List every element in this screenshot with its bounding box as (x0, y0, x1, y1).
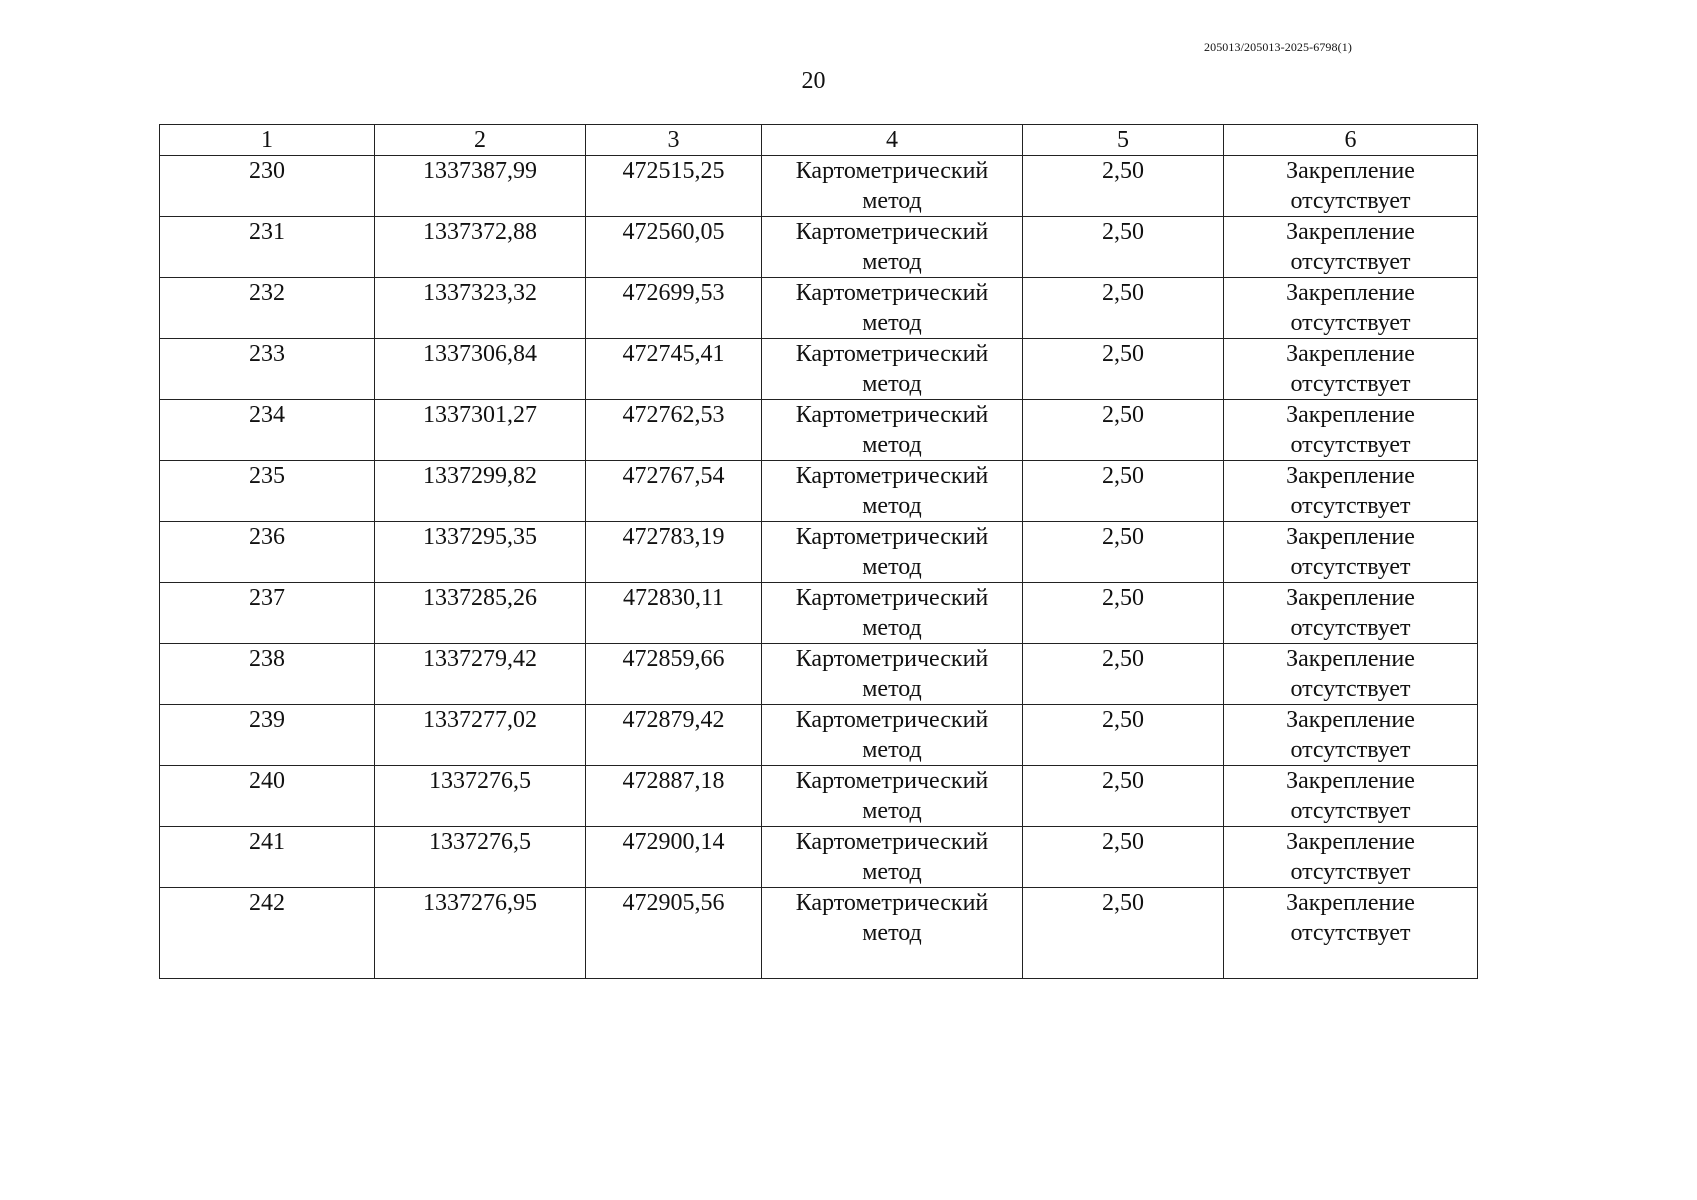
table-row (160, 156, 1478, 217)
fixing-cell (1224, 339, 1478, 400)
coordinates-table (159, 124, 1478, 979)
accuracy-cell: 2,50 (1023, 766, 1224, 827)
table-row (160, 278, 1478, 339)
method-text-line: метод (862, 798, 922, 824)
method-text-line: Картометрический (795, 158, 989, 184)
y-coordinate-cell: 472767,54 (586, 461, 762, 522)
fixing-text-line: отсутствует (1290, 798, 1411, 824)
fixing-text-line: Закрепление (1286, 829, 1415, 855)
fixing-text-line: Закрепление (1286, 219, 1415, 245)
method-text-line: Картометрический (795, 341, 989, 367)
fixing-cell (1224, 644, 1478, 705)
fixing-cell (1224, 583, 1478, 644)
page-number: 20 (801, 68, 826, 94)
header-cell-4: 4 (762, 125, 1023, 156)
method-text-line: Картометрический (795, 707, 989, 733)
method-cell (762, 827, 1023, 888)
method-cell (762, 400, 1023, 461)
fixing-text-line: отсутствует (1290, 432, 1411, 458)
table-row (160, 827, 1478, 888)
x-coordinate-cell: 1337276,5 (375, 766, 586, 827)
y-coordinate-cell: 472905,56 (586, 888, 762, 979)
header-cell-5: 5 (1023, 125, 1224, 156)
fixing-text-line: Закрепление (1286, 280, 1415, 306)
method-text-line: метод (862, 371, 922, 397)
method-text-line: Картометрический (795, 524, 989, 550)
accuracy-cell: 2,50 (1023, 400, 1224, 461)
method-text-line: Картометрический (795, 585, 989, 611)
accuracy-cell: 2,50 (1023, 278, 1224, 339)
method-text-line: метод (862, 920, 922, 946)
y-coordinate-cell: 472515,25 (586, 156, 762, 217)
method-cell (762, 461, 1023, 522)
point-number-cell: 236 (160, 522, 375, 583)
x-coordinate-cell: 1337387,99 (375, 156, 586, 217)
point-number-cell: 231 (160, 217, 375, 278)
point-number-cell: 234 (160, 400, 375, 461)
y-coordinate-cell: 472900,14 (586, 827, 762, 888)
fixing-text-line: отсутствует (1290, 859, 1411, 885)
method-text-line: Картометрический (795, 402, 989, 428)
point-number-cell: 230 (160, 156, 375, 217)
fixing-text-line: Закрепление (1286, 585, 1415, 611)
method-text-line: метод (862, 249, 922, 275)
fixing-text-line: Закрепление (1286, 524, 1415, 550)
method-text-line: метод (862, 737, 922, 763)
fixing-text-line: отсутствует (1290, 737, 1411, 763)
x-coordinate-cell: 1337276,95 (375, 888, 586, 979)
y-coordinate-cell: 472830,11 (586, 583, 762, 644)
x-coordinate-cell: 1337277,02 (375, 705, 586, 766)
header-cell-3: 3 (586, 125, 762, 156)
method-cell (762, 278, 1023, 339)
table-row (160, 339, 1478, 400)
point-number-cell: 239 (160, 705, 375, 766)
method-text-line: метод (862, 493, 922, 519)
x-coordinate-cell: 1337285,26 (375, 583, 586, 644)
method-text-line: Картометрический (795, 280, 989, 306)
fixing-text-line: отсутствует (1290, 920, 1411, 946)
y-coordinate-cell: 472859,66 (586, 644, 762, 705)
y-coordinate-cell: 472762,53 (586, 400, 762, 461)
point-number-cell: 238 (160, 644, 375, 705)
accuracy-cell: 2,50 (1023, 156, 1224, 217)
method-text-line: Картометрический (795, 829, 989, 855)
table-row (160, 705, 1478, 766)
method-text-line: метод (862, 859, 922, 885)
accuracy-cell: 2,50 (1023, 217, 1224, 278)
point-number-cell: 237 (160, 583, 375, 644)
accuracy-cell: 2,50 (1023, 461, 1224, 522)
fixing-text-line: отсутствует (1290, 676, 1411, 702)
table-header-row (160, 125, 1478, 156)
method-text-line: Картометрический (795, 768, 989, 794)
method-cell (762, 156, 1023, 217)
fixing-text-line: Закрепление (1286, 341, 1415, 367)
fixing-text-line: Закрепление (1286, 890, 1415, 916)
accuracy-cell: 2,50 (1023, 522, 1224, 583)
method-text-line: метод (862, 554, 922, 580)
method-cell (762, 644, 1023, 705)
fixing-text-line: Закрепление (1286, 158, 1415, 184)
method-text-line: Картометрический (795, 219, 989, 245)
table-row (160, 217, 1478, 278)
accuracy-cell: 2,50 (1023, 705, 1224, 766)
document-number: 205013/205013-2025-6798(1) (1204, 40, 1352, 54)
x-coordinate-cell: 1337306,84 (375, 339, 586, 400)
fixing-text-line: отсутствует (1290, 371, 1411, 397)
accuracy-cell: 2,50 (1023, 827, 1224, 888)
accuracy-cell: 2,50 (1023, 888, 1224, 979)
fixing-text-line: Закрепление (1286, 707, 1415, 733)
point-number-cell: 232 (160, 278, 375, 339)
method-text-line: метод (862, 188, 922, 214)
method-text-line: метод (862, 615, 922, 641)
fixing-cell (1224, 766, 1478, 827)
fixing-cell (1224, 217, 1478, 278)
method-cell (762, 217, 1023, 278)
y-coordinate-cell: 472699,53 (586, 278, 762, 339)
fixing-cell (1224, 522, 1478, 583)
table-row (160, 888, 1478, 979)
point-number-cell: 235 (160, 461, 375, 522)
table-row (160, 461, 1478, 522)
method-cell (762, 705, 1023, 766)
accuracy-cell: 2,50 (1023, 339, 1224, 400)
method-cell (762, 522, 1023, 583)
method-cell (762, 583, 1023, 644)
table-row (160, 644, 1478, 705)
fixing-text-line: Закрепление (1286, 646, 1415, 672)
fixing-text-line: отсутствует (1290, 554, 1411, 580)
method-cell (762, 766, 1023, 827)
fixing-text-line: Закрепление (1286, 768, 1415, 794)
method-text-line: Картометрический (795, 463, 989, 489)
fixing-cell (1224, 400, 1478, 461)
header-cell-1: 1 (160, 125, 375, 156)
method-cell (762, 888, 1023, 979)
fixing-cell (1224, 156, 1478, 217)
fixing-cell (1224, 278, 1478, 339)
y-coordinate-cell: 472783,19 (586, 522, 762, 583)
table-row (160, 766, 1478, 827)
fixing-cell (1224, 461, 1478, 522)
method-text-line: метод (862, 676, 922, 702)
x-coordinate-cell: 1337276,5 (375, 827, 586, 888)
method-text-line: метод (862, 432, 922, 458)
accuracy-cell: 2,50 (1023, 644, 1224, 705)
point-number-cell: 241 (160, 827, 375, 888)
fixing-text-line: Закрепление (1286, 463, 1415, 489)
point-number-cell: 233 (160, 339, 375, 400)
method-text-line: Картометрический (795, 646, 989, 672)
method-text-line: Картометрический (795, 890, 989, 916)
x-coordinate-cell: 1337301,27 (375, 400, 586, 461)
fixing-cell (1224, 827, 1478, 888)
x-coordinate-cell: 1337323,32 (375, 278, 586, 339)
y-coordinate-cell: 472879,42 (586, 705, 762, 766)
point-number-cell: 240 (160, 766, 375, 827)
x-coordinate-cell: 1337295,35 (375, 522, 586, 583)
y-coordinate-cell: 472745,41 (586, 339, 762, 400)
fixing-text-line: отсутствует (1290, 615, 1411, 641)
y-coordinate-cell: 472560,05 (586, 217, 762, 278)
fixing-text-line: отсутствует (1290, 188, 1411, 214)
fixing-cell (1224, 705, 1478, 766)
fixing-text-line: отсутствует (1290, 310, 1411, 336)
table-row (160, 522, 1478, 583)
fixing-text-line: отсутствует (1290, 493, 1411, 519)
header-cell-6: 6 (1224, 125, 1478, 156)
point-number-cell: 242 (160, 888, 375, 979)
table-row (160, 400, 1478, 461)
x-coordinate-cell: 1337299,82 (375, 461, 586, 522)
fixing-cell (1224, 888, 1478, 979)
x-coordinate-cell: 1337372,88 (375, 217, 586, 278)
table-body (160, 125, 1478, 979)
accuracy-cell: 2,50 (1023, 583, 1224, 644)
method-text-line: метод (862, 310, 922, 336)
method-cell (762, 339, 1023, 400)
fixing-text-line: отсутствует (1290, 249, 1411, 275)
x-coordinate-cell: 1337279,42 (375, 644, 586, 705)
header-cell-2: 2 (375, 125, 586, 156)
fixing-text-line: Закрепление (1286, 402, 1415, 428)
table-row (160, 583, 1478, 644)
y-coordinate-cell: 472887,18 (586, 766, 762, 827)
